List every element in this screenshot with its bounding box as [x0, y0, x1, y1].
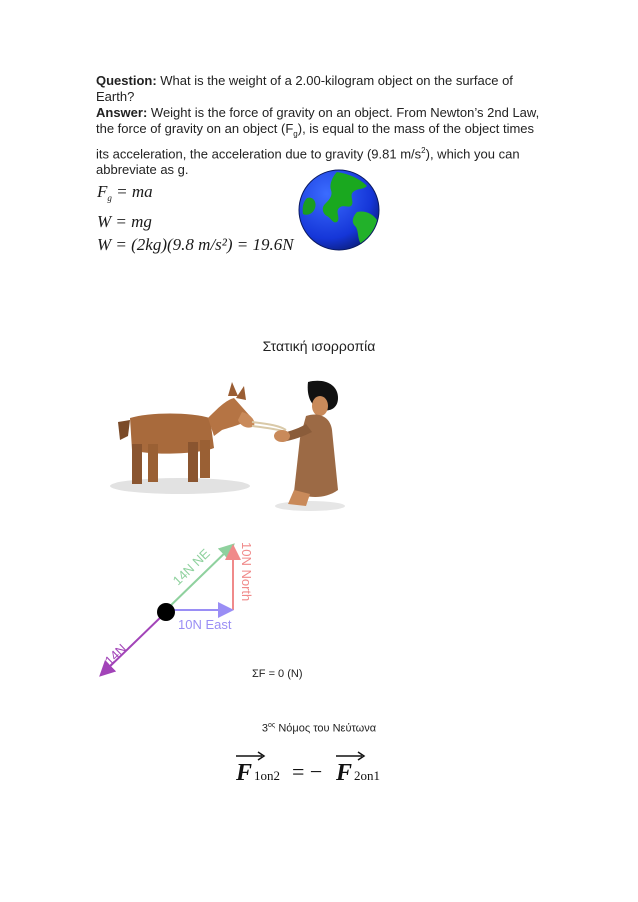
- person-figure: [274, 381, 338, 506]
- question-text: What is the weight of a 2.00-kilogram object on the surface of Earth?: [96, 73, 513, 104]
- equation-force: [97, 180, 294, 210]
- question-answer-block: [96, 73, 546, 178]
- answer-text-1: Weight is the force of gravity on an object. From Newton’s 2nd Law, the force of gravity on an object (F: [96, 105, 540, 136]
- object-point: [157, 603, 175, 621]
- newton-third-law-formula: [230, 748, 410, 788]
- vector-ne-label: 14N NE: [169, 545, 213, 589]
- donkey-figure: [118, 382, 254, 484]
- equation-weight: W = mg: [97, 212, 152, 231]
- eq1-sub: g: [107, 193, 112, 203]
- equation-result: W = (2kg)(9.8 m/s²) = 19.6N: [97, 235, 294, 254]
- answer-superscript: 2: [421, 145, 426, 155]
- vector-sw-label: 14N: [101, 640, 130, 669]
- earth-globe-image: [297, 168, 381, 252]
- answer-paragraph: [96, 105, 546, 178]
- eq1-f: F: [97, 182, 108, 201]
- eq1-right: = ma: [111, 182, 153, 201]
- weight-equations: [97, 180, 294, 256]
- answer-subscript: g: [293, 129, 298, 139]
- donkey-and-person-illustration: [110, 378, 370, 518]
- formula-f2: F: [336, 760, 353, 786]
- law-text: Νόμος του Νεύτωνα: [275, 722, 377, 735]
- answer-text-3: ), which you can abbreviate as g.: [96, 145, 520, 177]
- law-suffix: ος: [268, 722, 276, 729]
- formula-f1: F: [236, 760, 253, 786]
- force-vector-diagram: [92, 538, 272, 683]
- net-force-text: ΣF = 0 (N): [252, 668, 303, 680]
- answer-label: Answer:: [96, 105, 148, 120]
- answer-text-2: ), is equal to the mass of the object times its acceleration, the acceleration due to gravity (9.81 m/s: [96, 121, 535, 161]
- vector-north-label: 10N North: [239, 542, 254, 602]
- formula-sub2: 2on1: [354, 768, 380, 783]
- third-law-title: [0, 722, 638, 735]
- law-number: 3: [261, 722, 269, 735]
- question-label: Question:: [96, 73, 157, 88]
- vector-east-label: 10N East: [178, 617, 232, 632]
- formula-equals: = −: [292, 759, 323, 784]
- question-paragraph: [96, 73, 546, 105]
- section-heading: Στατική ισορροπία: [262, 338, 376, 354]
- formula-sub1: 1on2: [254, 768, 280, 783]
